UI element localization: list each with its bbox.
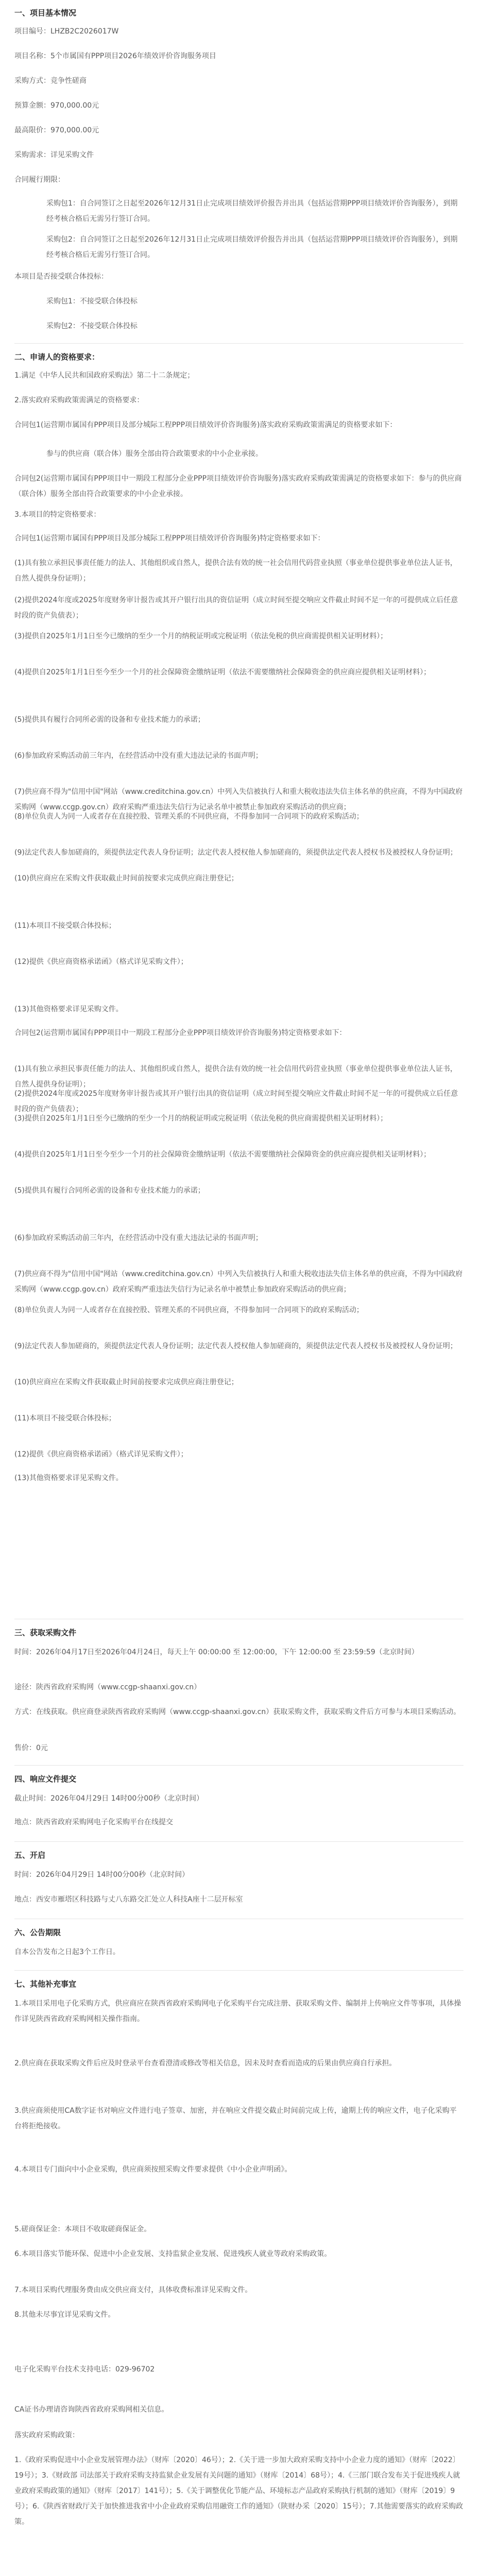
pack-2: 采购包2：自合同签订之日起至2026年12月31日止完成项目绩效评价报告并出具（包括运营期PPP项目绩效评价咨询服务），到期经考核合格后无需另行签订合同。 xyxy=(46,235,458,259)
pack2-11: (12)提供《供应商资格承诺函》（格式详见采购文件）； xyxy=(14,1450,188,1459)
note-4: 5.磋商保证金：本项目不收取磋商保证金。 xyxy=(14,2225,151,2233)
open-time: 时间：2026年04月29日 14时00分00秒（北京时间） xyxy=(14,1871,190,1879)
req-3-1: 合同包1(运营期市属国有PPP项目及部分城际工程PPP项目绩效评价咨询服务)特定资格要求如下： xyxy=(14,534,325,543)
joint-pack-1: 采购包1：不接受联合体投标 xyxy=(46,297,138,306)
contract-pack-label: 合同履行期限： xyxy=(14,176,65,184)
pack2-10: (11)本项目不接受联合体投标； xyxy=(14,1414,116,1422)
section-title: 六、公告期限 xyxy=(14,1928,61,1937)
pack2-8: (9)法定代表人参加磋商的，须提供法定代表人身份证明；法定代表人授权他人参加磋商的，须提供法定代表人授权书及被授权人身份证明； xyxy=(14,1342,457,1350)
submit-place: 地点：陕西省政府采购网电子化采购平台在线提交 xyxy=(14,1818,173,1826)
section-title: 四、响应文件提交 xyxy=(14,1774,77,1784)
pack2-4: (5)提供具有履行合同所必需的设备和专业技术能力的承诺； xyxy=(14,1187,205,1195)
deadline: 截止时间：2026年04月29日 14时00分00秒（北京时间） xyxy=(14,1794,204,1803)
procurement-requirement: 采购需求：详见采购文件 xyxy=(14,151,94,159)
note-3: 4.本项目专门面向中小企业采购，供应商须按照采购文件要求提供《中小企业声明函》。 xyxy=(14,2165,292,2174)
procurement-method: 采购方式：竞争性磋商 xyxy=(14,77,87,85)
req-3-10: (9)法定代表人参加磋商的，须提供法定代表人身份证明；法定代表人授权他人参加磋商的，须提供法定代表人授权书及被授权人身份证明； xyxy=(14,849,457,857)
policy-title: 落实政府采购政策： xyxy=(14,2431,79,2439)
pack2-5: (6)参加政府采购活动前三年内，在经营活动中没有重大违法记录的书面声明； xyxy=(14,1234,263,1242)
req-3-13: (12)提供《供应商资格承诺函》（格式详见采购文件）； xyxy=(14,958,188,966)
req-3-2: (1)具有独立承担民事责任能力的法人、其他组织或自然人，提供合法有效的统一社会信用代码营业执照（事业单位提供事业单位法人证书，自然人提供身份证明）； xyxy=(14,559,457,583)
policy-body: 1.《政府采购促进中小企业发展管理办法》（财库〔2020〕46号）；2.《关于进一步加大政府采购支持中小企业力度的通知》（财库〔2022〕19号）；3.《财政部 司法部关于政府采购支持监狱企业发展有关问题的通知》（财库〔2014〕68号）；4.《三部门联合发布关于促进残疾人就业政府采购政策的通知》（财库〔2017〕141号）；5.《关于调整优化节能产品、环境标志产品政府采购执行机制的通知》（财库〔2019〕9号）；6.《陕西省财政厅关于加快推进我省中小企业政府采购信用融资工作的通知》（陕财办采〔2020〕15号）；7.其他需要落实的政府采购政策。 xyxy=(14,2456,463,2526)
pack2-2: (3)提供自2025年1月1日至今已缴纳的至少一个月的纳税证明或完税证明（依法免税的供应商需提供相关证明材料）； xyxy=(14,1114,388,1123)
pack2-9: (10)供应商应在采购文件获取截止时间前按要求完成供应商注册登记； xyxy=(14,1378,238,1386)
req-3-14: (13)其他资格要求详见采购文件。 xyxy=(14,1005,123,1013)
req-3-5: (4)提供自2025年1月1日至今至少一个月的社会保障资金缴纳证明（依法不需要缴纳社会保障资金的供应商应提供相关证明材料）； xyxy=(14,668,431,676)
req-2-body: 合同包1(运营期市属国有PPP项目及部分城际工程PPP项目绩效评价咨询服务)落实政府采购政策需满足的资格要求如下： xyxy=(14,421,397,429)
open-place: 地点：西安市雁塔区科技路与丈八东路交汇处立人科技A座十二层开标室 xyxy=(14,1895,243,1904)
joint-bid-label: 本项目是否接受联合体投标： xyxy=(14,273,108,281)
note-1: 2.供应商在获取采购文件后应及时登录平台查看澄清或修改等相关信息，因未及时查看而造成的后果由供应商自行承担。 xyxy=(14,2059,397,2067)
pack-1: 采购包1：自合同签订之日起至2026年12月31日止完成项目绩效评价报告并出具（包括运营期PPP项目绩效评价咨询服务），到期经考核合格后无需另行签订合同。 xyxy=(46,199,458,223)
divider xyxy=(14,1970,463,1971)
note-ca: CA证书办理请咨询陕西省政府采购网相关信息。 xyxy=(14,2405,169,2414)
pack2-intro: 合同包2(运营期市属国有PPP项目中一期段工程部分企业PPP项目绩效评价咨询服务)特定资格要求如下： xyxy=(14,1029,347,1037)
pack2-req: (1)具有独立承担民事责任能力的法人、其他组织或自然人，提供合法有效的统一社会信用代码营业执照（事业单位提供事业单位法人证书，自然人提供身份证明）； xyxy=(14,1065,457,1089)
note-2: 3.供应商须使用CA数字证书对响应文件进行电子签章、加密，并在响应文件提交截止时间前完成上传，逾期上传的响应文件，电子化采购平台将拒绝接收。 xyxy=(14,2107,457,2130)
doc-price: 售价：0元 xyxy=(14,1744,48,1752)
doc-time: 时间：2026年04月17日至2026年04月24日，每天上午 00:00:00 至 12:00:00，下午 12:00:00 至 23:59:59（北京时间） xyxy=(14,1648,419,1656)
section-title: 二、申请人的资格要求： xyxy=(14,352,100,362)
req-3-9: (8)单位负责人为同一人或者存在直接控股、管理关系的不同供应商，不得参加同一合同项下的政府采购活动； xyxy=(14,812,364,821)
notice-period: 自本公告发布之日起3个工作日。 xyxy=(14,1948,120,1956)
pack2-7: (8)单位负责人为同一人或者存在直接控股、管理关系的不同供应商，不得参加同一合同项下的政府采购活动； xyxy=(14,1306,364,1314)
joint-pack-2: 采购包2：不接受联合体投标 xyxy=(46,322,138,330)
req-3-7: (6)参加政府采购活动前三年内，在经营活动中没有重大违法记录的书面声明； xyxy=(14,752,263,760)
pack2-1: (2)提供2024年度或2025年度财务审计报告或其开户银行出具的资信证明（成立时间至提交响应文件截止时间不足一年的可提供成立后任意时段的资产负债表）； xyxy=(14,1090,458,1113)
budget-amount: 预算金额：970,000.00元 xyxy=(14,101,99,110)
section-title: 七、其他补充事宜 xyxy=(14,1979,77,1989)
req-1: 1.满足《中华人民共和国政府采购法》第二十二条规定； xyxy=(14,371,195,380)
doc-place: 途径：陕西省政府采购网（www.ccgp-shaanxi.gov.cn） xyxy=(14,1683,201,1691)
req-3-11: (10)供应商应在采购文件获取截止时间前按要求完成供应商注册登记； xyxy=(14,874,238,883)
req-2: 2.落实政府采购政策需满足的资格要求： xyxy=(14,396,144,404)
req-2-item-b: 合同包2(运营期市属国有PPP项目中一期段工程部分企业PPP项目绩效评价咨询服务)落实政府采购政策需满足的资格要求如下：参与的供应商（联合体）服务全部由符合政策要求的中小企业承接。 xyxy=(14,474,462,498)
note-6: 7.本项目采购代理服务费由成交供应商支付，具体收费标准详见采购文件。 xyxy=(14,2286,252,2294)
pack2-12: (13)其他资格要求详见采购文件。 xyxy=(14,1474,123,1482)
note-contact: 电子化采购平台技术支持电话：029-96702 xyxy=(14,2365,155,2374)
pack2-3: (4)提供自2025年1月1日至今至少一个月的社会保障资金缴纳证明（依法不需要缴纳社会保障资金的供应商应提供相关证明材料）； xyxy=(14,1150,431,1159)
max-price: 最高限价：970,000.00元 xyxy=(14,126,99,134)
project-number: 项目编号：LHZB2C2026017W xyxy=(14,27,119,36)
section-title: 五、开启 xyxy=(14,1851,46,1860)
note-intro: 1.本项目采用电子化采购方式，供应商应在陕西省政府采购网电子化采购平台完成注册、获取采购文件、编制并上传响应文件等事项，具体操作详见陕西省政府采购网相关操作指南。 xyxy=(14,1999,461,2023)
section-title: 三、获取采购文件 xyxy=(14,1628,77,1637)
divider xyxy=(14,1765,463,1766)
doc-way: 方式：在线获取。供应商登录陕西省政府采购网（www.ccgp-shaanxi.gov.cn）获取采购文件，获取采购文件后方可参与本项目采购活动。 xyxy=(14,1708,461,1716)
req-3-6: (5)提供具有履行合同所必需的设备和专业技术能力的承诺； xyxy=(14,716,205,724)
note-7: 8.其他未尽事宜详见采购文件。 xyxy=(14,2311,115,2319)
req-3-8: (7)供应商不得为"信用中国"网站（www.creditchina.gov.cn）中列入失信被执行人和重大税收违法失信主体名单的供应商，不得为中国政府采购网（www.ccgp.gov.cn）政府采购严重违法失信行为记录名单中被禁止参加政府采购活动的供应商； xyxy=(14,788,463,811)
pack2-6: (7)供应商不得为"信用中国"网站（www.creditchina.gov.cn）中列入失信被执行人和重大税收违法失信主体名单的供应商，不得为中国政府采购网（www.ccgp.gov.cn）政府采购严重违法失信行为记录名单中被禁止参加政府采购活动的供应商； xyxy=(14,1270,463,1294)
req-3-12: (11)本项目不接受联合体投标； xyxy=(14,922,116,930)
section-title: 一、项目基本情况 xyxy=(14,8,77,18)
note-5: 6.本项目落实节能环保、促进中小企业发展、支持监狱企业发展、促进残疾人就业等政府采购政策。 xyxy=(14,2250,332,2258)
req-3-3: (2)提供2024年度或2025年度财务审计报告或其开户银行出具的资信证明（成立时间至提交响应文件截止时间不足一年的可提供成立后任意时段的资产负债表）； xyxy=(14,596,458,620)
project-name: 项目名称：5个市属国有PPP项目2026年绩效评价咨询服务项目 xyxy=(14,52,216,60)
req-3: 3.本项目的特定资格要求： xyxy=(14,511,101,519)
divider xyxy=(14,1841,463,1842)
divider xyxy=(14,343,463,344)
req-2-item: 参与的供应商（联合体）服务全部由符合政策要求的中小企业承接。 xyxy=(46,450,263,458)
req-3-4: (3)提供自2025年1月1日至今已缴纳的至少一个月的纳税证明或完税证明（依法免税的供应商需提供相关证明材料）； xyxy=(14,632,388,640)
